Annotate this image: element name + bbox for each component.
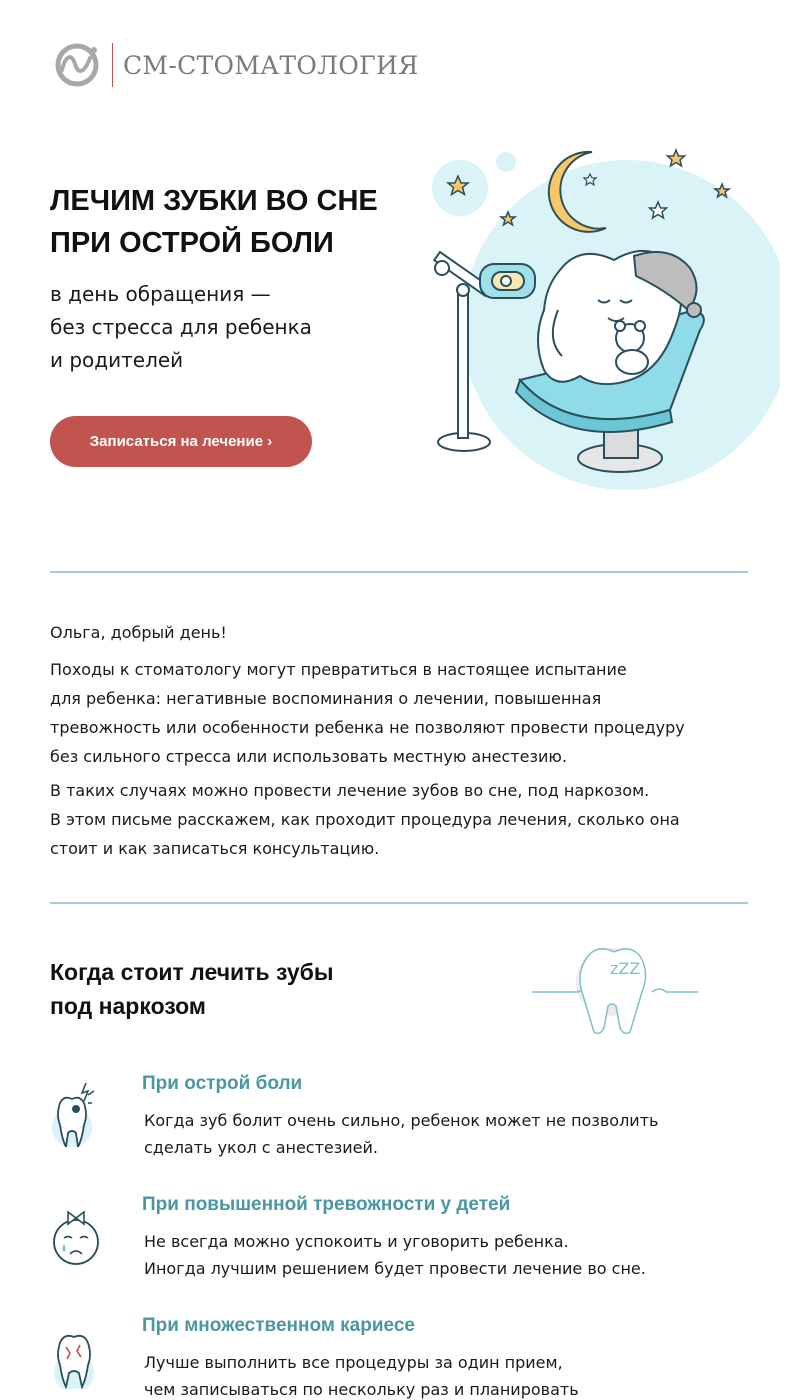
brand-logo-mark-icon [50,42,106,88]
book-treatment-button[interactable]: Записаться на лечение › [50,416,312,467]
feature-title: При острой боли [142,1073,303,1094]
intro-line: В этом письме расскажем, как проходит процедура лечения, сколько она [50,810,680,829]
intro-paragraph [50,655,750,771]
hero-title [50,180,410,264]
feature-text-line: Не всегда можно успокоить и уговорить ребенка. [144,1232,569,1251]
hero-subtitle [50,278,390,377]
logo-divider [112,43,113,87]
intro-line: В таких случаях можно провести лечение зубов во сне, под наркозом. [50,781,650,800]
section-divider [50,902,748,904]
intro-line: Походы к стоматологу могут превратиться в настоящее испытание [50,660,627,679]
feature-text-line: Когда зуб болит очень сильно, ребенок может не позволить [144,1111,659,1130]
feature-text-line: Иногда лучшим решением будет провести лечение во сне. [144,1259,646,1278]
decayed-tooth-icon [50,1319,100,1389]
hero-subtitle-line: в день обращения — [50,282,271,306]
feature-title: При повышенной тревожности у детей [142,1194,511,1215]
feature-text [144,1228,744,1282]
feature-text-line: сделать укол с анестезией. [144,1138,378,1157]
section-title-line: под наркозом [50,993,206,1019]
intro-line: без сильного стресса или использовать местную анестезию. [50,747,567,766]
feature-title: При множественном кариесе [142,1315,415,1336]
hero-subtitle-line: и родителей [50,348,184,372]
aching-tooth-icon [50,1077,100,1147]
section-divider [50,571,748,573]
feature-text-line: Лучше выполнить все процедуры за один прием, [144,1353,563,1372]
sleep-zzz-text: zZZ [610,959,641,978]
section-title-line: Когда стоит лечить зубы [50,959,334,985]
crying-child-icon [50,1198,100,1268]
feature-text [144,1107,744,1161]
hero-title-line: ЛЕЧИМ ЗУБКИ ВО СНЕ [50,185,378,217]
sleeping-tooth-icon [532,936,702,1040]
hero-subtitle-line: без стресса для ребенка [50,315,312,339]
intro-line: для ребенка: негативные воспоминания о лечении, повышенная [50,689,602,708]
feature-text-line: чем записываться по нескольку раз и планировать [144,1380,579,1399]
intro-line: тревожность или особенности ребенка не позволяют провести процедуру [50,718,685,737]
greeting: Ольга, добрый день! [50,623,227,642]
intro-paragraph [50,776,750,863]
brand-name: СМ-СТОМАТОЛОГИЯ [123,50,419,80]
hero-title-line: ПРИ ОСТРОЙ БОЛИ [50,227,334,259]
feature-text [144,1349,744,1400]
sleeping-tooth-illustration-icon [420,140,780,510]
intro-line: стоит и как записаться консультацию. [50,839,380,858]
brand-logo[interactable] [50,42,419,88]
section-title [50,955,450,1023]
